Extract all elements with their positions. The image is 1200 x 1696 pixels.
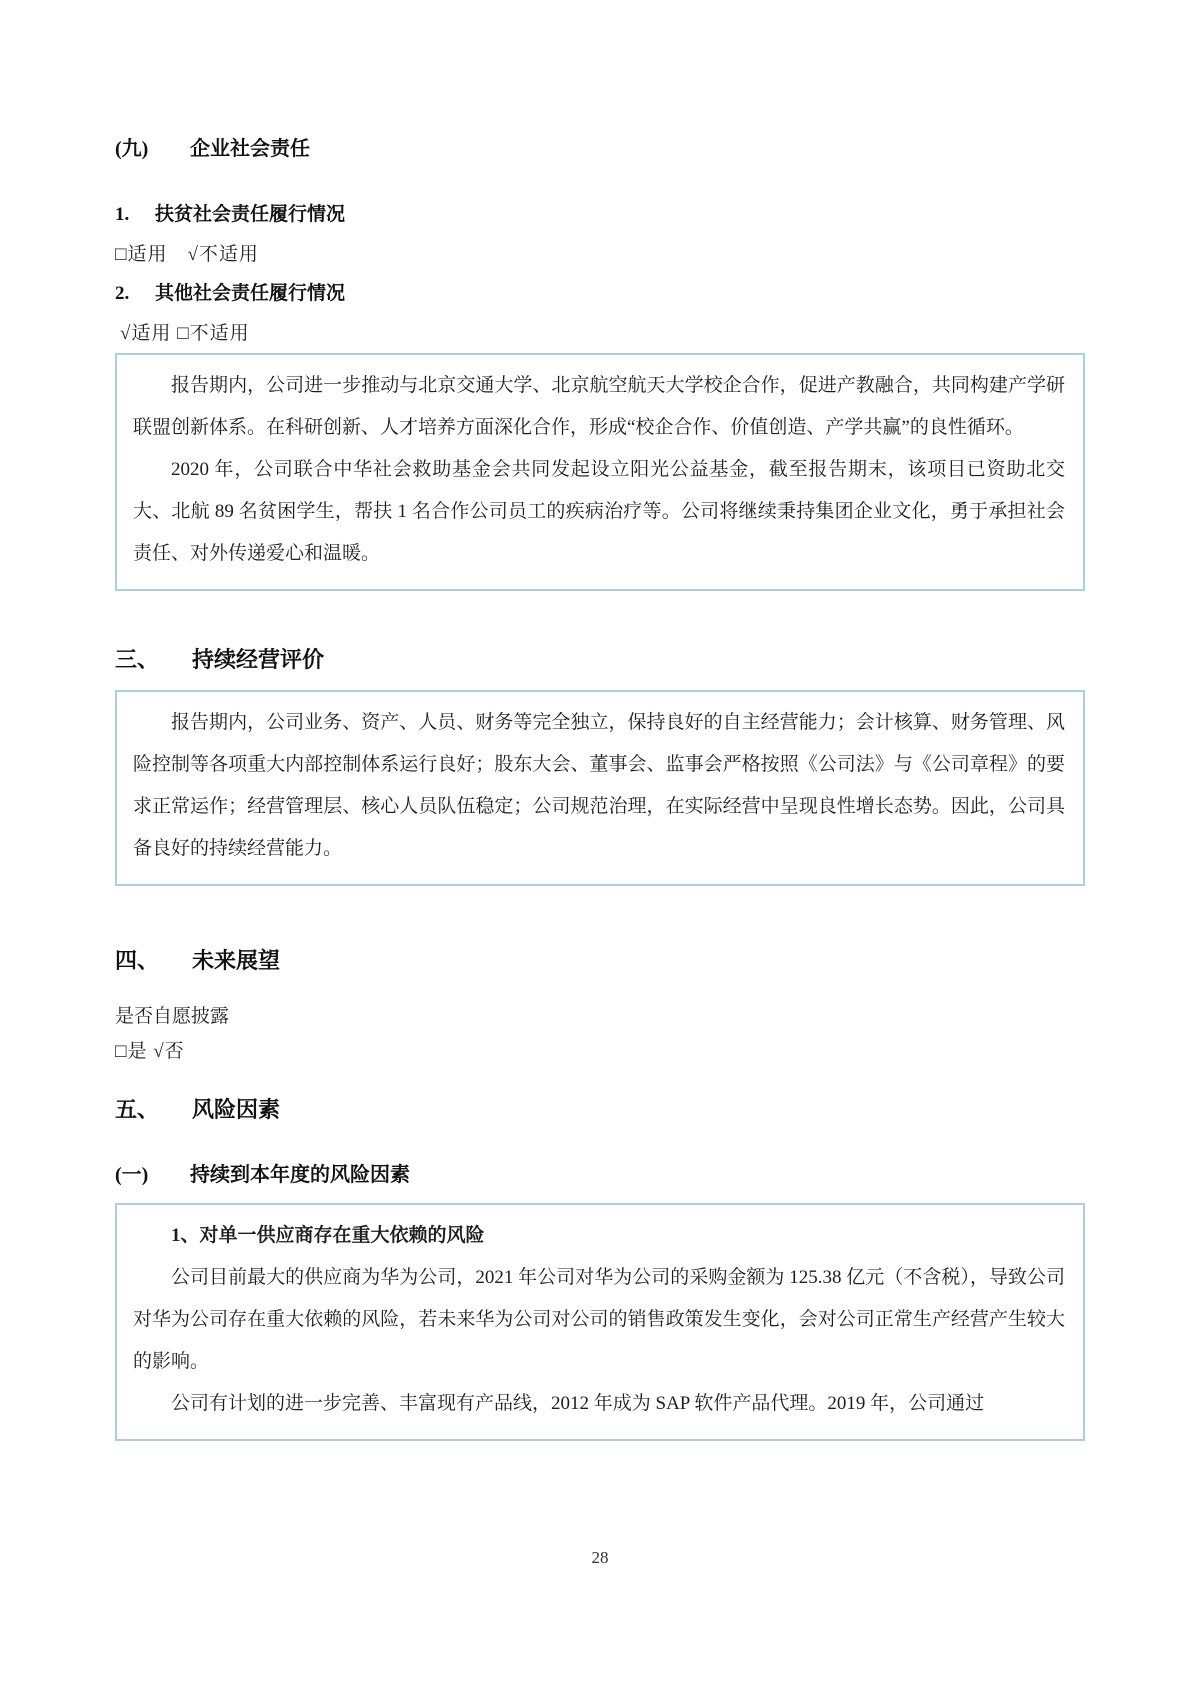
risk-box-title: 1、对单一供应商存在重大依赖的风险: [171, 1225, 485, 1246]
section-outlook-heading: [115, 944, 1085, 975]
risk-paragraph-1: 公司目前最大的供应商为华为公司，2021 年公司对华为公司的采购金额为 125.38 亿元（不含税），导致公司对华为公司存在重大依赖的风险，若未来华为公司对公司的销售政策发生变化，会对公司正常生产经营产生较大的影响。: [133, 1267, 1065, 1372]
csr-paragraph-2: 2020 年，公司联合中华社会救助基金会共同发起设立阳光公益基金，截至报告期末，该项目已资助北交大、北航 89 名贫困学生，帮扶 1 名合作公司员工的疾病治疗等。公司将继续秉持集团企业文化，勇于承担社会责任、对外传递爱心和温暖。: [133, 459, 1065, 564]
csr-item1-heading: [115, 199, 1085, 226]
section-going-concern-title: 持续经营评价: [192, 647, 325, 672]
outlook-disclosure-label: 是否自愿披露: [115, 1006, 230, 1027]
section-going-concern-heading: [115, 643, 1085, 674]
section-risk-title: 风险因素: [192, 1097, 281, 1122]
csr-item1-title: 扶贫社会责任履行情况: [155, 204, 346, 225]
risk-sub-title: 持续到本年度的风险因素: [190, 1164, 410, 1186]
risk-paragraph-2: 公司有计划的进一步完善、丰富现有产品线，2012 年成为 SAP 软件产品代理。2019 年，公司通过: [171, 1393, 985, 1414]
csr-text-box: [115, 353, 1085, 591]
csr-item1-applicability: □适用 √不适用: [115, 244, 259, 265]
csr-item2-number: 2.: [115, 283, 130, 304]
going-concern-paragraph: 报告期内，公司业务、资产、人员、财务等完全独立，保持良好的自主经营能力；会计核算、财务管理、风险控制等各项重大内部控制体系运行良好；股东大会、董事会、监事会严格按照《公司法》与《公司章程》的要求正常运作；经营管理层、核心人员队伍稳定；公司规范治理，在实际经营中呈现良性增长态势。因此，公司具备良好的持续经营能力。: [133, 712, 1065, 859]
section-going-concern-number: 三、: [115, 647, 160, 672]
page-number: 28: [591, 1548, 609, 1567]
csr-item2-applicability: √适用 □不适用: [120, 323, 250, 344]
csr-item1-number: 1.: [115, 204, 130, 225]
section-risk-heading: [115, 1093, 1085, 1124]
csr-item2-title: 其他社会责任履行情况: [155, 283, 346, 304]
section-csr-heading: [115, 132, 1085, 161]
outlook-disclosure-choice: □是 √否: [115, 1041, 185, 1062]
risk-sub-heading: [115, 1158, 1085, 1187]
csr-paragraph-1: 报告期内，公司进一步推动与北京交通大学、北京航空航天大学校企合作，促进产教融合，共同构建产学研联盟创新体系。在科研创新、人才培养方面深化合作，形成“校企合作、价值创造、产学共赢”的良性循环。: [133, 375, 1065, 438]
csr-item2-heading: [115, 278, 1085, 305]
risk-text-box: [115, 1203, 1085, 1441]
section-outlook-title: 未来展望: [192, 948, 281, 973]
section-csr-number: (九): [115, 138, 149, 160]
going-concern-text-box: [115, 690, 1085, 886]
risk-sub-number: (一): [115, 1164, 149, 1186]
section-csr-title: 企业社会责任: [190, 138, 310, 160]
section-outlook-number: 四、: [115, 948, 160, 973]
section-risk-number: 五、: [115, 1097, 160, 1122]
